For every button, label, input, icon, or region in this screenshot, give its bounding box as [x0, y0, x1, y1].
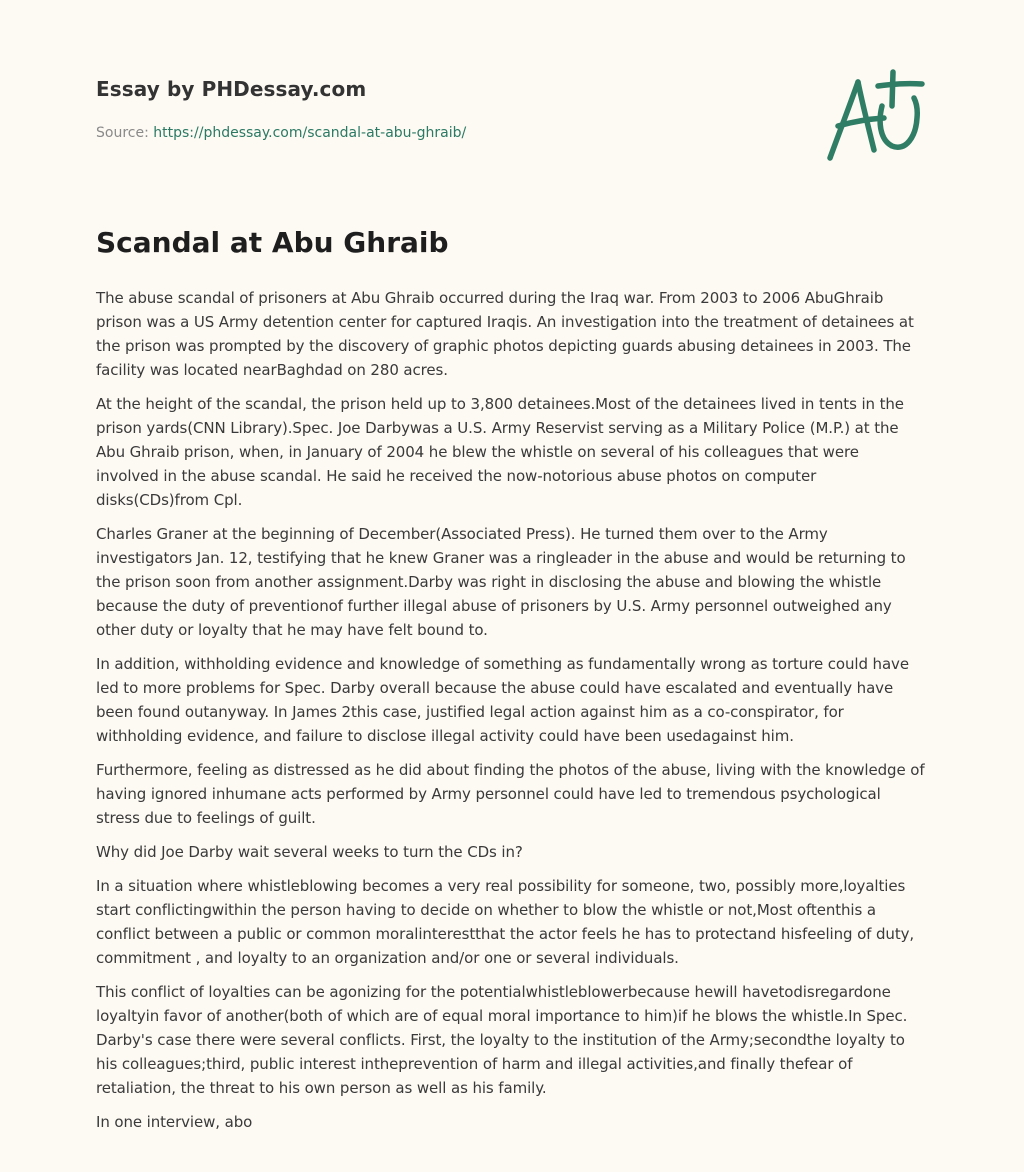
source-link[interactable]: https://phdessay.com/scandal-at-abu-ghraib/: [153, 125, 467, 141]
paragraph: This conflict of loyalties can be agonizing for the potentialwhistleblowerbecause hewill havetodisregardone loyaltyin favor of another(both of which are of equal moral importance to him)if he blows the whistle.In Spec. Darby's case there were several conflicts. First, the loyalty to the institution of the Army;secondthe loyalty to his colleagues;third, public interest intheprevention of harm and illegal activities,and finally thefear of retaliation, the threat to his own person as well as his family.: [96, 983, 908, 1097]
paragraph: In addition, withholding evidence and knowledge of something as fundamentally wrong as torture could have led to more problems for Spec. Darby overall because the abuse could have escalated and eventually have been found outanyway. In James 2this case, justified legal action against him as a co-conspirator, for withholding evidence, and failure to disclose illegal activity could have been usedagainst him.: [96, 655, 909, 745]
paragraph: Why did Joe Darby wait several weeks to turn the CDs in?: [96, 843, 523, 861]
paragraph: The abuse scandal of prisoners at Abu Ghraib occurred during the Iraq war. From 2003 to 2006 AbuGhraib prison was a US Army detention center for captured Iraqis. An investigation into the treatment of detainees at the prison was prompted by the discovery of graphic photos depicting guards abusing detainees in 2003. The facility was located nearBaghdad on 280 acres.: [96, 289, 914, 379]
paragraph: At the height of the scandal, the prison held up to 3,800 detainees.Most of the detainees lived in tents in the prison yards(CNN Library).Spec. Joe Darbywas a U.S. Army Reservist serving as a Military Police (M.P.) at the Abu Ghraib prison, when, in January of 2004 he blew the whistle on several of his colleagues that were involved in the abuse scandal. He said he received the now-notorious abuse photos on computer disks(CDs)from Cpl.: [96, 395, 904, 509]
a-plus-logo-icon: [818, 66, 930, 166]
site-title: Essay by PHDessay.com: [96, 77, 367, 101]
paragraph: In a situation where whistleblowing becomes a very real possibility for someone, two, possibly more,loyalties start conflictingwithin the person having to decide on whether to blow the whistle or not,Most oftenthis a conflict between a public or common moralinterestthat the actor feels he has to protectand hisfeeling of duty, commitment , and loyalty to an organization and/or one or several individuals.: [96, 877, 915, 967]
paragraph: In one interview, abo: [96, 1113, 253, 1131]
paragraph: Charles Graner at the beginning of December(Associated Press). He turned them over to the Army investigators Jan. 12, testifying that he knew Graner was a ringleader in the abuse and would be returning to the prison soon from another assignment.Darby was right in disclosing the abuse and blowing the whistle because the duty of preventionof further illegal abuse of prisoners by U.S. Army personnel outweighed any other duty or loyalty that he may have felt bound to.: [96, 525, 906, 639]
essay-body: [96, 286, 926, 1144]
source-label: Source:: [96, 125, 149, 141]
essay-title: Scandal at Abu Ghraib: [96, 226, 449, 259]
paragraph: Furthermore, feeling as distressed as he did about finding the photos of the abuse, living with the knowledge of having ignored inhumane acts performed by Army personnel could have led to tremendous psychological stress due to feelings of guilt.: [96, 761, 925, 827]
source-line: [96, 125, 466, 141]
